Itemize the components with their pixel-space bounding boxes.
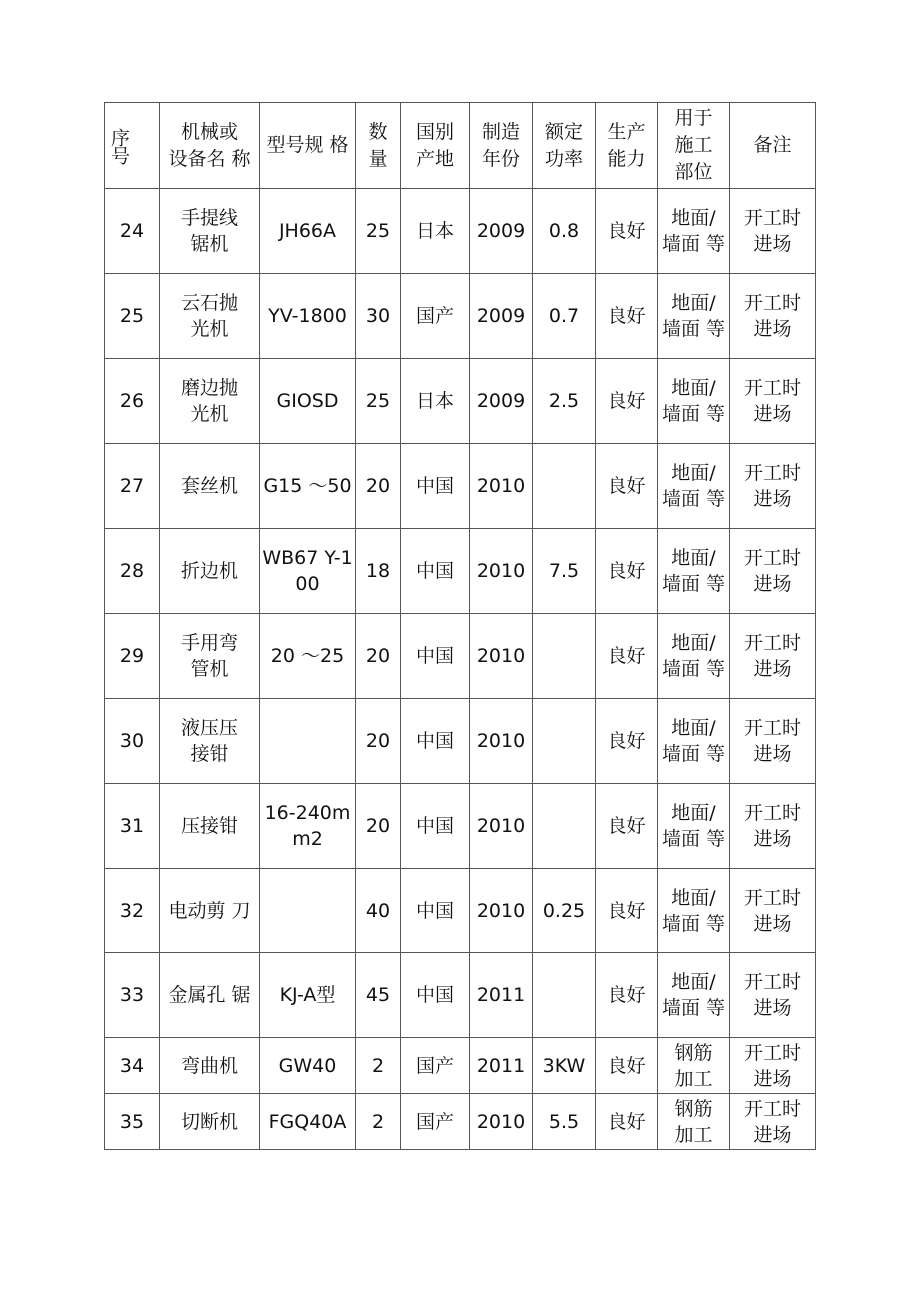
note-cell-line: 开工时 (743, 971, 801, 993)
header-name-line: 设备名 称 (168, 147, 251, 170)
year-cell: 2010 (470, 614, 533, 699)
equipment-name-cell-line: 光机 (190, 403, 229, 425)
header-model (260, 103, 356, 189)
equipment-name-cell (160, 274, 260, 359)
equipment-name-cell-line: 弯曲机 (180, 1054, 238, 1077)
usage-cell-line: 加工 (674, 1123, 713, 1146)
origin-cell: 国产 (401, 274, 470, 359)
note-cell-line: 开工时 (743, 886, 801, 909)
row-no-cell: 28 (105, 529, 160, 614)
usage-cell (658, 274, 730, 359)
usage-cell (658, 784, 730, 869)
note-cell-line: 进场 (753, 912, 792, 935)
equipment-name-cell-line: 套丝机 (180, 475, 238, 497)
usage-cell-line: 地面/ (671, 377, 716, 399)
model-cell-line: GIOSD (276, 390, 339, 412)
header-year-line: 年份 (481, 147, 520, 170)
header-note (730, 103, 816, 189)
header-note-line: 备注 (753, 134, 792, 156)
year-cell: 2010 (470, 699, 533, 784)
capacity-cell: 良好 (596, 869, 658, 953)
row-no-cell: 26 (105, 359, 160, 444)
power-cell: 0.25 (533, 869, 596, 953)
capacity-cell: 良好 (596, 614, 658, 699)
row-no-cell: 24 (105, 189, 160, 274)
origin-cell: 国产 (401, 1038, 470, 1094)
usage-cell-line: 墙面 等 (661, 743, 726, 765)
model-cell-line: GW40 (278, 1054, 337, 1077)
header-year (470, 103, 533, 189)
note-cell-line: 开工时 (743, 1097, 801, 1120)
equipment-name-cell (160, 1094, 260, 1150)
model-cell (260, 784, 356, 869)
header-capacity-line: 能力 (607, 147, 646, 170)
quantity-cell: 20 (356, 784, 401, 869)
note-cell-line: 开工时 (743, 632, 801, 654)
note-cell-line: 进场 (753, 828, 792, 850)
note-cell (730, 1094, 816, 1150)
note-cell-line: 开工时 (743, 462, 801, 484)
model-cell (260, 529, 356, 614)
origin-cell: 中国 (401, 869, 470, 953)
note-cell-line: 进场 (753, 233, 792, 255)
model-cell (260, 1038, 356, 1094)
note-cell-line: 进场 (753, 403, 792, 425)
model-cell (260, 444, 356, 529)
usage-cell-line: 地面/ (671, 717, 716, 739)
usage-cell (658, 953, 730, 1038)
usage-cell (658, 444, 730, 529)
power-cell: 2.5 (533, 359, 596, 444)
equipment-name-cell-line: 云石抛 (180, 292, 238, 314)
usage-cell (658, 189, 730, 274)
quantity-cell: 25 (356, 189, 401, 274)
year-cell: 2009 (470, 274, 533, 359)
capacity-cell: 良好 (596, 189, 658, 274)
row-no-cell: 30 (105, 699, 160, 784)
year-cell: 2010 (470, 784, 533, 869)
row-no-cell: 31 (105, 784, 160, 869)
equipment-name-cell-line: 手用弯 (180, 632, 238, 654)
equipment-name-cell (160, 444, 260, 529)
model-cell-line: JH66A (278, 220, 337, 242)
header-no (105, 103, 160, 189)
quantity-cell: 45 (356, 953, 401, 1038)
year-cell: 2010 (470, 1094, 533, 1150)
note-cell-line: 开工时 (743, 377, 801, 399)
header-power-line: 额定 (544, 120, 583, 143)
model-cell (260, 274, 356, 359)
usage-cell-line: 地面/ (671, 547, 716, 569)
row-no-cell: 32 (105, 869, 160, 953)
usage-cell-line: 地面/ (671, 802, 716, 824)
usage-cell-line: 地面/ (671, 462, 716, 484)
header-year-line: 制造 (481, 120, 520, 143)
header-origin-line: 国别 (415, 120, 454, 143)
note-cell (730, 699, 816, 784)
quantity-cell: 20 (356, 444, 401, 529)
equipment-name-cell (160, 869, 260, 953)
equipment-name-cell (160, 784, 260, 869)
header-use-line: 部位 (674, 161, 713, 183)
equipment-name-cell (160, 699, 260, 784)
header-qty (356, 103, 401, 189)
note-cell-line: 进场 (753, 743, 792, 765)
quantity-cell: 20 (356, 614, 401, 699)
origin-cell: 日本 (401, 359, 470, 444)
model-cell-line: G15 ～50 (263, 475, 352, 497)
power-cell: 5.5 (533, 1094, 596, 1150)
usage-cell-line: 地面/ (671, 207, 716, 229)
usage-cell (658, 529, 730, 614)
equipment-name-cell-line: 锯机 (190, 233, 229, 255)
note-cell-line: 进场 (753, 318, 792, 340)
quantity-cell: 18 (356, 529, 401, 614)
header-origin (401, 103, 470, 189)
usage-cell-line: 墙面 等 (661, 233, 726, 255)
power-cell (533, 699, 596, 784)
usage-cell (658, 1094, 730, 1150)
capacity-cell: 良好 (596, 444, 658, 529)
note-cell (730, 784, 816, 869)
note-cell-line: 进场 (753, 658, 792, 680)
model-cell-line: KJ-A型 (279, 984, 336, 1006)
quantity-cell: 2 (356, 1038, 401, 1094)
header-row (105, 103, 816, 189)
equipment-name-cell-line: 压接钳 (180, 815, 238, 837)
quantity-cell: 25 (356, 359, 401, 444)
header-capacity-line: 生产 (607, 120, 646, 143)
origin-cell: 中国 (401, 614, 470, 699)
note-cell (730, 953, 816, 1038)
usage-cell-line: 钢筋 (674, 1097, 713, 1120)
note-cell-line: 进场 (753, 488, 792, 510)
usage-cell-line: 墙面 等 (661, 828, 726, 850)
usage-cell-line: 地面/ (671, 292, 716, 314)
equipment-name-cell (160, 614, 260, 699)
header-use (658, 103, 730, 189)
header-capacity (596, 103, 658, 189)
year-cell: 2009 (470, 189, 533, 274)
origin-cell: 中国 (401, 529, 470, 614)
table-row (105, 189, 816, 274)
header-qty-line: 量 (368, 147, 388, 170)
row-no-cell: 35 (105, 1094, 160, 1150)
power-cell (533, 784, 596, 869)
year-cell: 2011 (470, 953, 533, 1038)
usage-cell (658, 699, 730, 784)
equipment-name-cell-line: 管机 (190, 658, 229, 680)
quantity-cell: 20 (356, 699, 401, 784)
note-cell-line: 开工时 (743, 547, 801, 569)
equipment-name-cell (160, 953, 260, 1038)
capacity-cell: 良好 (596, 1094, 658, 1150)
origin-cell: 中国 (401, 444, 470, 529)
model-cell-line: FGQ40A (268, 1110, 347, 1133)
table-row (105, 274, 816, 359)
row-no-cell: 25 (105, 274, 160, 359)
capacity-cell: 良好 (596, 784, 658, 869)
quantity-cell: 2 (356, 1094, 401, 1150)
equipment-name-cell-line: 电动剪 刀 (168, 899, 251, 922)
year-cell: 2011 (470, 1038, 533, 1094)
header-use-line: 用于 (674, 107, 713, 129)
power-cell: 7.5 (533, 529, 596, 614)
usage-cell (658, 1038, 730, 1094)
usage-cell-line: 墙面 等 (661, 403, 726, 425)
header-name-line: 机械或 (180, 120, 238, 143)
note-cell (730, 189, 816, 274)
power-cell: 3KW (533, 1038, 596, 1094)
model-cell (260, 869, 356, 953)
usage-cell-line: 地面/ (671, 886, 716, 909)
usage-cell-line: 钢筋 (674, 1041, 713, 1064)
note-cell-line: 开工时 (743, 207, 801, 229)
note-cell-line: 进场 (753, 997, 792, 1019)
note-cell-line: 进场 (753, 1067, 792, 1090)
quantity-cell: 40 (356, 869, 401, 953)
equipment-name-cell-line: 接钳 (190, 743, 229, 765)
note-cell-line: 进场 (753, 1123, 792, 1146)
equipment-name-cell-line: 磨边抛 (180, 377, 238, 399)
equipment-table (104, 102, 816, 1150)
capacity-cell: 良好 (596, 529, 658, 614)
table-row (105, 614, 816, 699)
model-cell (260, 189, 356, 274)
year-cell: 2010 (470, 444, 533, 529)
usage-cell-line: 墙面 等 (661, 318, 726, 340)
table-body (105, 189, 816, 1150)
note-cell (730, 614, 816, 699)
header-qty-line: 数 (368, 120, 388, 143)
model-cell (260, 359, 356, 444)
year-cell: 2009 (470, 359, 533, 444)
table-row (105, 953, 816, 1038)
power-cell: 0.8 (533, 189, 596, 274)
header-power (533, 103, 596, 189)
usage-cell-line: 墙面 等 (661, 573, 726, 595)
table-row (105, 529, 816, 614)
table-row (105, 784, 816, 869)
model-cell-line: YV-1800 (268, 305, 347, 327)
usage-cell-line: 墙面 等 (661, 488, 726, 510)
year-cell: 2010 (470, 529, 533, 614)
model-cell-line: 16-240m (264, 802, 351, 824)
usage-cell-line: 地面/ (671, 971, 716, 993)
capacity-cell: 良好 (596, 359, 658, 444)
usage-cell (658, 359, 730, 444)
usage-cell-line: 加工 (674, 1067, 713, 1090)
note-cell-line: 开工时 (743, 1041, 801, 1064)
capacity-cell: 良好 (596, 1038, 658, 1094)
origin-cell: 中国 (401, 953, 470, 1038)
row-no-cell: 29 (105, 614, 160, 699)
origin-cell: 日本 (401, 189, 470, 274)
header-no-line: 序号 (108, 127, 130, 164)
table-row (105, 1094, 816, 1150)
equipment-name-cell (160, 359, 260, 444)
note-cell (730, 869, 816, 953)
equipment-name-cell-line: 切断机 (180, 1110, 238, 1133)
model-cell (260, 1094, 356, 1150)
origin-cell: 国产 (401, 1094, 470, 1150)
power-cell (533, 953, 596, 1038)
table-row (105, 444, 816, 529)
row-no-cell: 27 (105, 444, 160, 529)
equipment-name-cell-line: 手提线 (180, 207, 238, 229)
header-name (160, 103, 260, 189)
model-cell-line: 20 ～25 (270, 645, 345, 667)
note-cell-line: 开工时 (743, 292, 801, 314)
table-row (105, 699, 816, 784)
usage-cell (658, 869, 730, 953)
note-cell (730, 359, 816, 444)
model-cell-line: WB67 Y-1 (262, 547, 353, 569)
quantity-cell: 30 (356, 274, 401, 359)
capacity-cell: 良好 (596, 699, 658, 784)
year-cell: 2010 (470, 869, 533, 953)
model-cell-line: 00 (295, 573, 320, 595)
equipment-name-cell-line: 金属孔 锯 (168, 984, 251, 1006)
equipment-name-cell-line: 光机 (190, 318, 229, 340)
usage-cell-line: 墙面 等 (661, 997, 726, 1019)
usage-cell (658, 614, 730, 699)
header-use-line: 施工 (674, 134, 713, 156)
note-cell-line: 开工时 (743, 802, 801, 824)
model-cell (260, 953, 356, 1038)
power-cell (533, 444, 596, 529)
note-cell (730, 274, 816, 359)
power-cell (533, 614, 596, 699)
row-no-cell: 33 (105, 953, 160, 1038)
equipment-name-cell (160, 189, 260, 274)
origin-cell: 中国 (401, 699, 470, 784)
power-cell: 0.7 (533, 274, 596, 359)
header-origin-line: 产地 (415, 147, 454, 170)
note-cell (730, 444, 816, 529)
usage-cell-line: 墙面 等 (661, 912, 726, 935)
model-cell-line: m2 (292, 828, 323, 850)
table-row (105, 359, 816, 444)
table-row (105, 1038, 816, 1094)
note-cell (730, 1038, 816, 1094)
equipment-name-cell-line: 折边机 (180, 560, 238, 582)
row-no-cell: 34 (105, 1038, 160, 1094)
header-power-line: 功率 (544, 147, 583, 170)
model-cell (260, 699, 356, 784)
usage-cell-line: 墙面 等 (661, 658, 726, 680)
equipment-name-cell (160, 529, 260, 614)
equipment-name-cell (160, 1038, 260, 1094)
usage-cell-line: 地面/ (671, 632, 716, 654)
note-cell-line: 开工时 (743, 717, 801, 739)
table-row (105, 869, 816, 953)
model-cell (260, 614, 356, 699)
capacity-cell: 良好 (596, 274, 658, 359)
header-model-line: 型号规 格 (266, 134, 349, 156)
capacity-cell: 良好 (596, 953, 658, 1038)
note-cell (730, 529, 816, 614)
equipment-name-cell-line: 液压压 (180, 717, 238, 739)
origin-cell: 中国 (401, 784, 470, 869)
note-cell-line: 进场 (753, 573, 792, 595)
